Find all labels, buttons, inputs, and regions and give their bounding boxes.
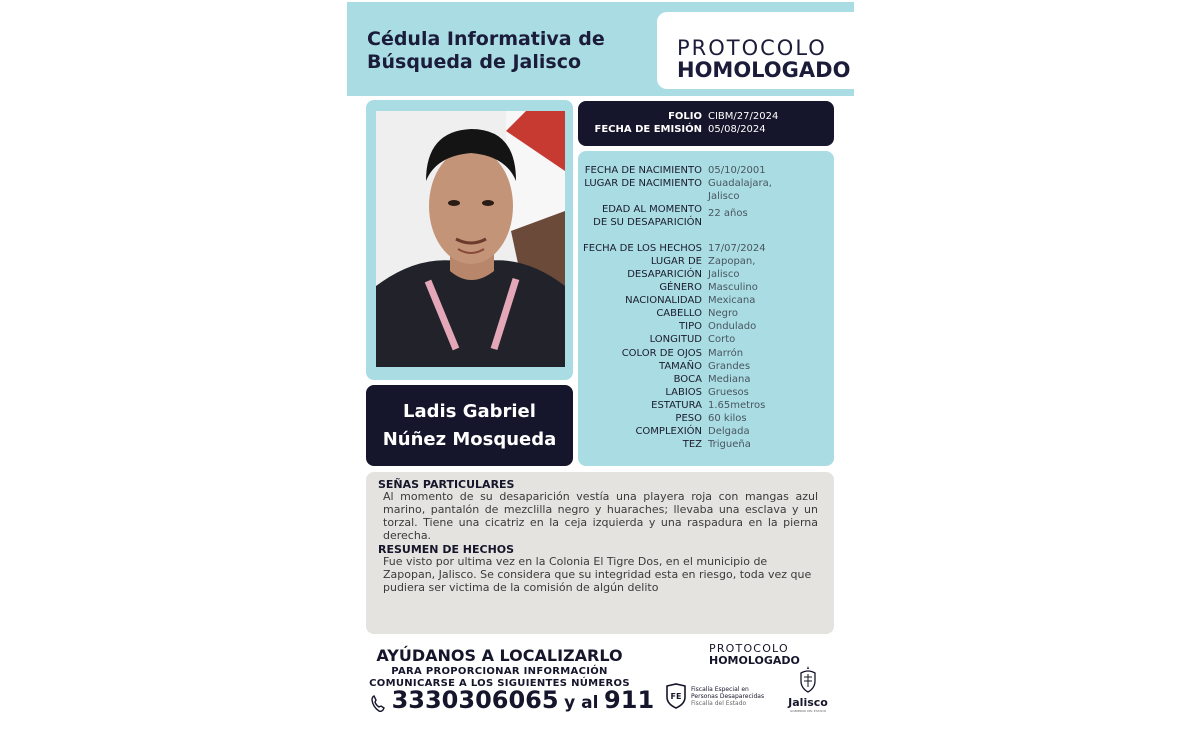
trait-value: Delgada [708, 426, 750, 438]
trait-value: Marrón [708, 347, 744, 359]
trait-value: Mediana [708, 373, 751, 385]
disappearance-place-row: LUGAR DE DESAPARICIÓN Zapopan, Jalisco [627, 256, 756, 280]
trait-label: CABELLO [656, 308, 702, 320]
trait-value: Grandes [708, 360, 751, 372]
trait-row [578, 360, 788, 373]
jalisco-crest-icon [796, 665, 820, 693]
help-section [367, 646, 655, 714]
photo-frame [366, 100, 573, 380]
trait-label: COLOR DE OJOS [621, 347, 702, 359]
page-title: Cédula Informativa de Búsqueda de Jalisco [367, 28, 605, 73]
trait-value: Negro [708, 308, 738, 320]
protocol-badge: PROTOCOLO HOMOLOGADO [657, 12, 854, 89]
trait-row [578, 399, 788, 412]
trait-label: PESO [675, 413, 702, 424]
person-name-line1: Ladis Gabriel [403, 401, 536, 422]
trait-value: Gruesos [708, 386, 749, 398]
person-portrait-image [376, 111, 565, 367]
protocol-logo: PROTOCOLO HOMOLOGADO [709, 642, 800, 667]
trait-label: BOCA [673, 373, 702, 385]
help-subtitle-2: COMUNICARSE A LOS SIGUIENTES NÚMEROS [369, 678, 630, 689]
events-summary-text: Fue visto por ultima vez en la Colonia El Tigre Dos, en el municipio de Zapopan, Jalisco. Se considera que su integridad esta en riesgo, toda vez que pudiera ser victima de la comisión de algún delito [383, 555, 812, 594]
trait-row [578, 333, 788, 346]
trait-label: NACIONALIDAD [625, 295, 702, 307]
particular-signs-title: SEÑAS PARTICULARES [378, 478, 515, 491]
help-subtitle-1: PARA PROPORCIONAR INFORMACIÓN [391, 666, 608, 677]
trait-row [578, 373, 788, 386]
emission-date-row: FECHA DE EMISIÓN 05/08/2024 [594, 124, 766, 135]
trait-row [578, 438, 788, 451]
contact-phones: 3330306065 y al 911 [371, 686, 654, 714]
trait-value: Masculino [708, 282, 758, 293]
particular-signs-box [366, 472, 834, 634]
trait-row [578, 281, 788, 294]
folio-row: FOLIO CIBM/27/2024 [668, 111, 779, 122]
help-title: AYÚDANOS A LOCALIZARLO [376, 646, 623, 665]
trait-row [578, 294, 788, 307]
trait-label: TIPO [679, 321, 702, 333]
trait-value: 1.65metros [708, 399, 766, 411]
age-row: EDAD AL MOMENTO DE SU DESAPARICIÓN 22 años [593, 204, 748, 228]
trait-value: Corto [708, 334, 736, 346]
trait-row [578, 347, 788, 360]
trait-label: GÉNERO [659, 282, 702, 293]
search-poster [347, 0, 854, 740]
trait-row [578, 386, 788, 399]
events-summary-title: RESUMEN DE HECHOS [378, 543, 515, 556]
trait-row [578, 320, 788, 333]
particular-signs-text: Al momento de su desaparición vestía una playera roja con mangas azul marino, pantalón de mezclilla negro y huaraches; llevaba una esclava y un torzal. Tiene una cicatriz en la ceja izquierda y una raspadura en la pierna derecha. [383, 490, 818, 542]
person-name-line2: Núñez Mosqueda [382, 429, 557, 450]
phone-number[interactable]: 3330306065 [391, 686, 559, 714]
person-name-box [366, 385, 573, 466]
trait-value: Mexicana [708, 295, 756, 307]
details-box [578, 151, 834, 466]
jalisco-logo: Jalisco GOBIERNO DEL ESTADO [783, 665, 833, 713]
trait-value: 60 kilos [708, 413, 747, 424]
trait-label: COMPLEXIÓN [635, 426, 702, 438]
trait-row [578, 425, 788, 438]
phone-icon [371, 695, 385, 713]
events-date-row: FECHA DE LOS HECHOS 17/07/2024 [583, 243, 766, 254]
fiscalia-logo: FE Fiscalía Especial en Personas Desaparecidas Fiscalía del Estado [665, 683, 764, 709]
birth-place-row: LUGAR DE NACIMIENTO Guadalajara, Jalisco [584, 178, 772, 202]
person-photo [376, 111, 565, 367]
folio-box [578, 101, 834, 146]
trait-label: LONGITUD [649, 334, 702, 346]
emergency-number[interactable]: 911 [604, 686, 655, 714]
trait-label: LABIOS [665, 386, 702, 398]
trait-value: Trigueña [708, 439, 751, 451]
birth-date-row: FECHA DE NACIMIENTO 05/10/2001 [584, 165, 766, 176]
trait-row [578, 307, 788, 320]
trait-value: Ondulado [708, 321, 757, 333]
trait-label: TEZ [682, 439, 702, 451]
trait-row [578, 412, 788, 425]
trait-label: TAMAÑO [659, 360, 702, 372]
svg-text:FE: FE [670, 692, 682, 701]
trait-label: ESTATURA [651, 399, 702, 411]
fiscalia-shield-icon [665, 683, 687, 709]
header-banner [347, 2, 854, 96]
